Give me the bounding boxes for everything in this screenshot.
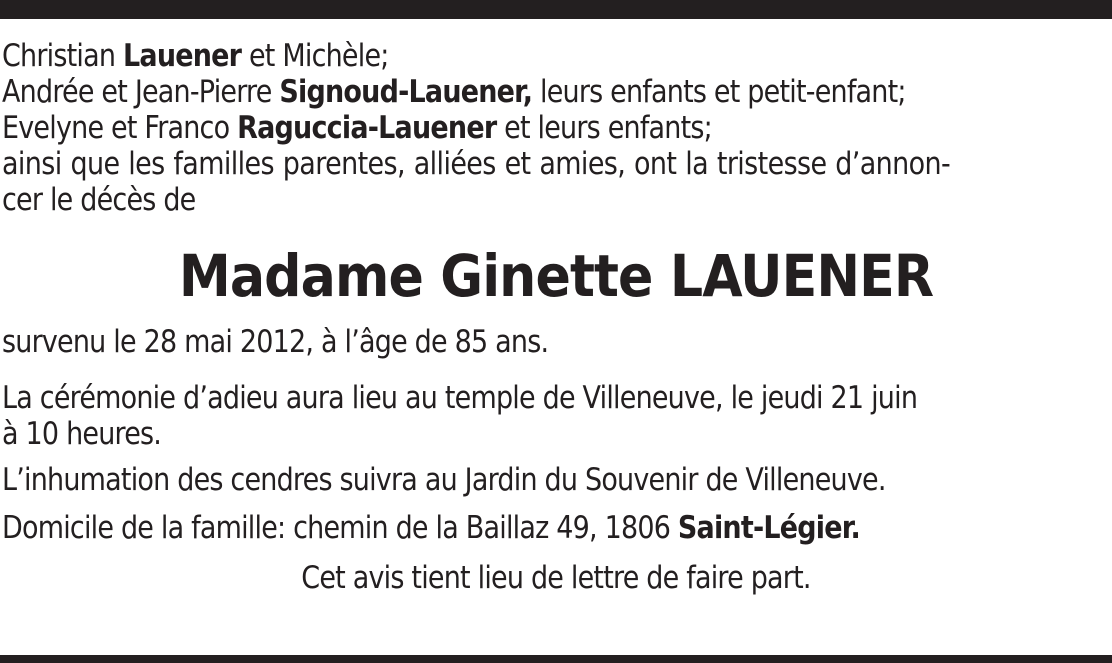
family-text: Evelyne et Franco <box>2 110 238 146</box>
ceremony-text-2: à 10 heures. <box>2 416 162 452</box>
top-rule <box>0 0 1112 19</box>
family-line-5: cer le décès de <box>2 182 196 218</box>
family-line-2 <box>2 74 966 110</box>
family-text: et Michèle; <box>241 38 389 74</box>
ceremony-text-1: La cérémonie d’adieu aura lieu au temple de Villeneuve, le jeudi 21 juin <box>2 380 918 416</box>
family-surname: Signoud-Lauener, <box>279 74 533 110</box>
family-text: Andrée et Jean-Pierre <box>2 74 280 110</box>
family-surname: Raguccia-Lauener <box>237 110 497 146</box>
family-line-4: ainsi que les familles parentes, alliées et amies, ont la tristesse d’annon- <box>2 146 951 182</box>
family-line-3 <box>2 110 966 146</box>
address-text: Domicile de la famille: chemin de la Baillaz 49, 1806 <box>2 510 678 546</box>
deceased-name: Madame Ginette LAUENER <box>178 242 934 310</box>
family-text: leurs enfants et petit-enfant; <box>532 74 906 110</box>
family-surname: Lauener <box>122 38 242 74</box>
notice-footer: Cet avis tient lieu de lettre de faire part. <box>301 560 811 596</box>
obituary-notice <box>2 38 1110 596</box>
address-town: Saint-Légier. <box>677 510 860 546</box>
death-date-text: survenu le 28 mai 2012, à l’âge de 85 ans. <box>2 324 549 360</box>
family-address <box>2 510 966 546</box>
family-line-1 <box>2 38 966 74</box>
burial-text: L’inhumation des cendres suivra au Jardin du Souvenir de Villeneuve. <box>2 462 886 498</box>
bottom-rule <box>0 655 1112 663</box>
family-text: et leurs enfants; <box>496 110 712 146</box>
family-text: Christian <box>2 38 123 74</box>
